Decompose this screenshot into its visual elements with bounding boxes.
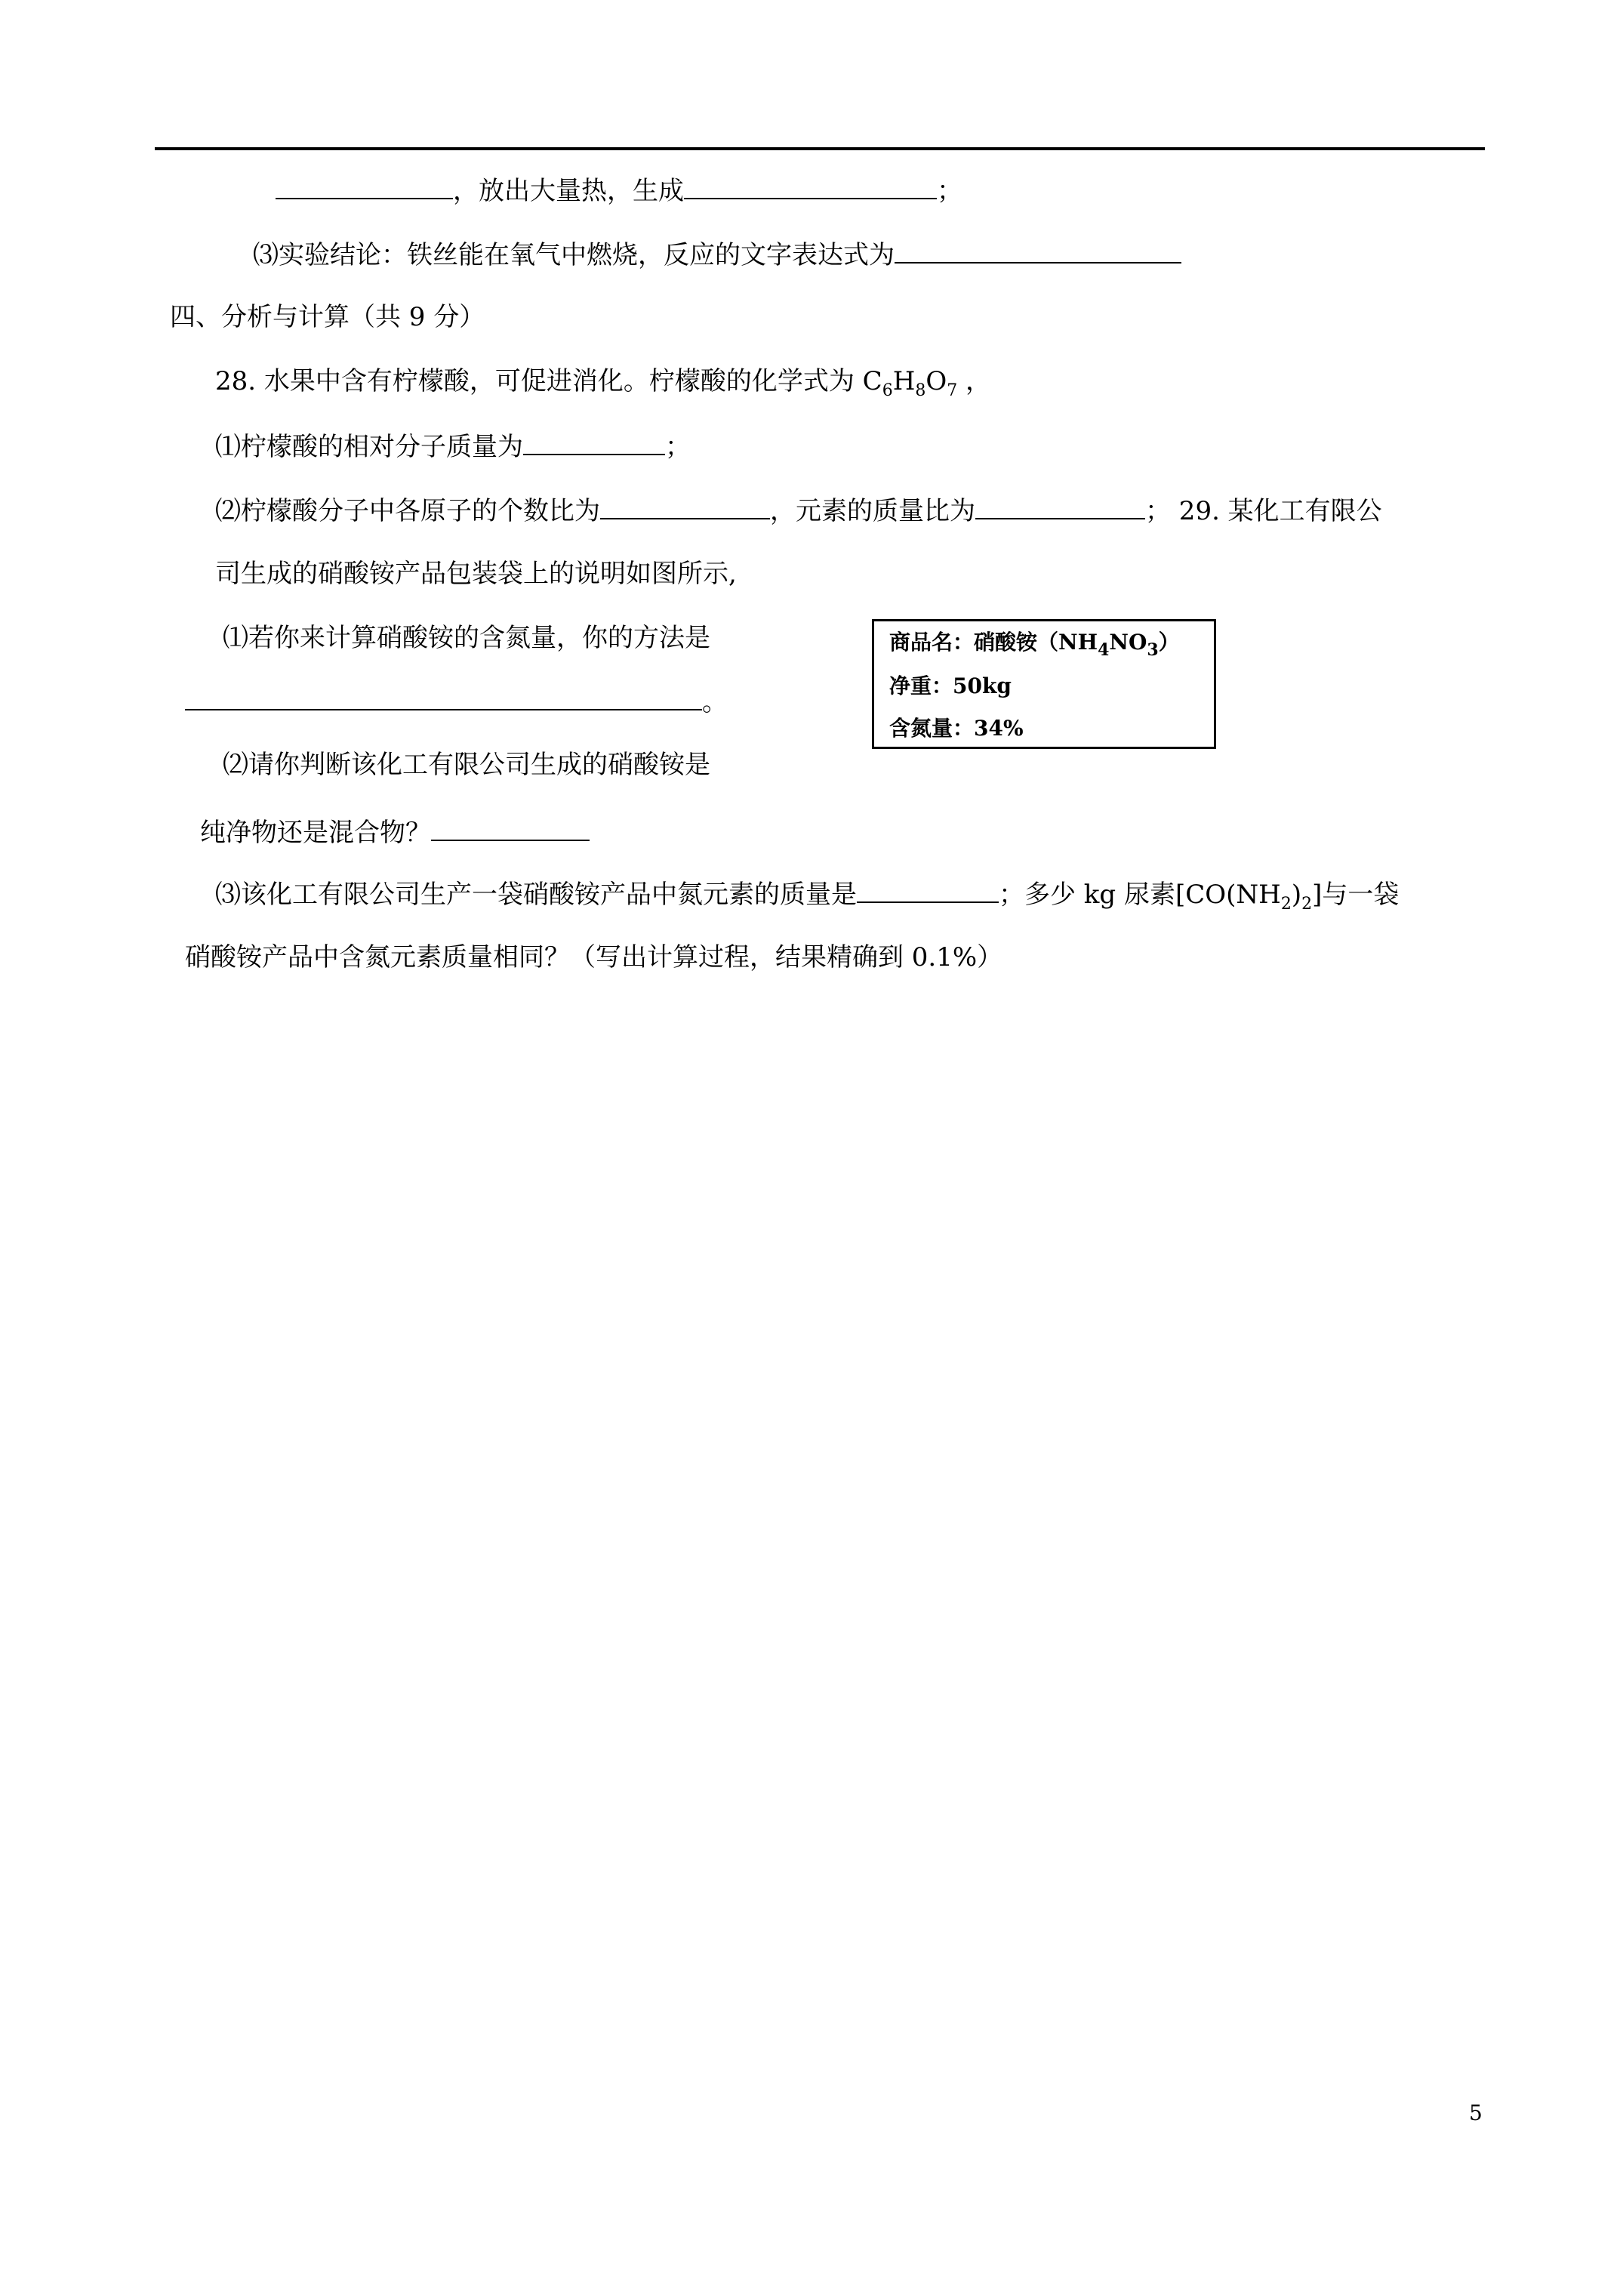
label-net-weight: 净重：50kg bbox=[889, 673, 1012, 698]
product-label-box bbox=[872, 619, 1216, 749]
line-fill-blanks-1 bbox=[276, 172, 962, 208]
label-nitrogen-content: 含氮量：34% bbox=[889, 716, 1024, 741]
question-29-1: ⑴若你来计算硝酸铵的含氮量，你的方法是 bbox=[223, 623, 710, 653]
question-29-3-cont: 硝酸铵产品中含氮元素质量相同？（写出计算过程，结果精确到 0.1%） bbox=[185, 942, 1003, 972]
answer-blank[interactable] bbox=[895, 236, 1181, 264]
question-28-1: ⑴柠檬酸的相对分子质量为 ； bbox=[215, 428, 691, 464]
answer-blank[interactable] bbox=[975, 492, 1145, 519]
question-28-2: ⑵柠檬酸分子中各原子的个数比为 ，元素的质量比为 ； 29. 某化工有限公 bbox=[215, 492, 1382, 529]
answer-blank[interactable] bbox=[431, 814, 590, 841]
line-conclusion bbox=[253, 236, 1181, 273]
answer-blank[interactable] bbox=[276, 172, 453, 199]
page-number: 5 bbox=[1469, 2100, 1483, 2125]
question-29-3: ⑶该化工有限公司生产一袋硝酸铵产品中氮元素的质量是 ；多少 kg 尿素$[CO(NH_2)_2]$与一袋 bbox=[215, 876, 1399, 922]
question-29-2-answer: 纯净物还是混合物？ bbox=[200, 814, 590, 850]
question-29-1-answer: 。 bbox=[185, 683, 728, 720]
text: ； bbox=[937, 176, 962, 206]
label-product-name: 商品名：硝酸铵$(NH_4NO_3)$ bbox=[889, 630, 1180, 660]
answer-blank[interactable] bbox=[185, 683, 702, 710]
question-28: 28. 水果中含有柠檬酸，可促进消化。柠檬酸的化学式为 $C_6H_8O_7$ ， bbox=[215, 366, 992, 400]
answer-blank[interactable] bbox=[600, 492, 770, 519]
header-rule bbox=[155, 147, 1485, 150]
question-29-2: ⑵请你判断该化工有限公司生成的硝酸铵是 bbox=[223, 750, 710, 780]
answer-blank[interactable] bbox=[523, 428, 665, 455]
section-heading: 四、分析与计算（共 9 分） bbox=[170, 302, 485, 332]
answer-blank[interactable] bbox=[684, 172, 937, 199]
text: ⑶实验结论：铁丝能在氧气中燃烧，反应的文字表达式为 bbox=[253, 240, 895, 270]
answer-blank[interactable] bbox=[857, 876, 999, 903]
text: ，放出大量热，生成 bbox=[453, 176, 684, 206]
question-29-intro: 司生成的硝酸铵产品包装袋上的说明如图所示, bbox=[215, 559, 737, 589]
